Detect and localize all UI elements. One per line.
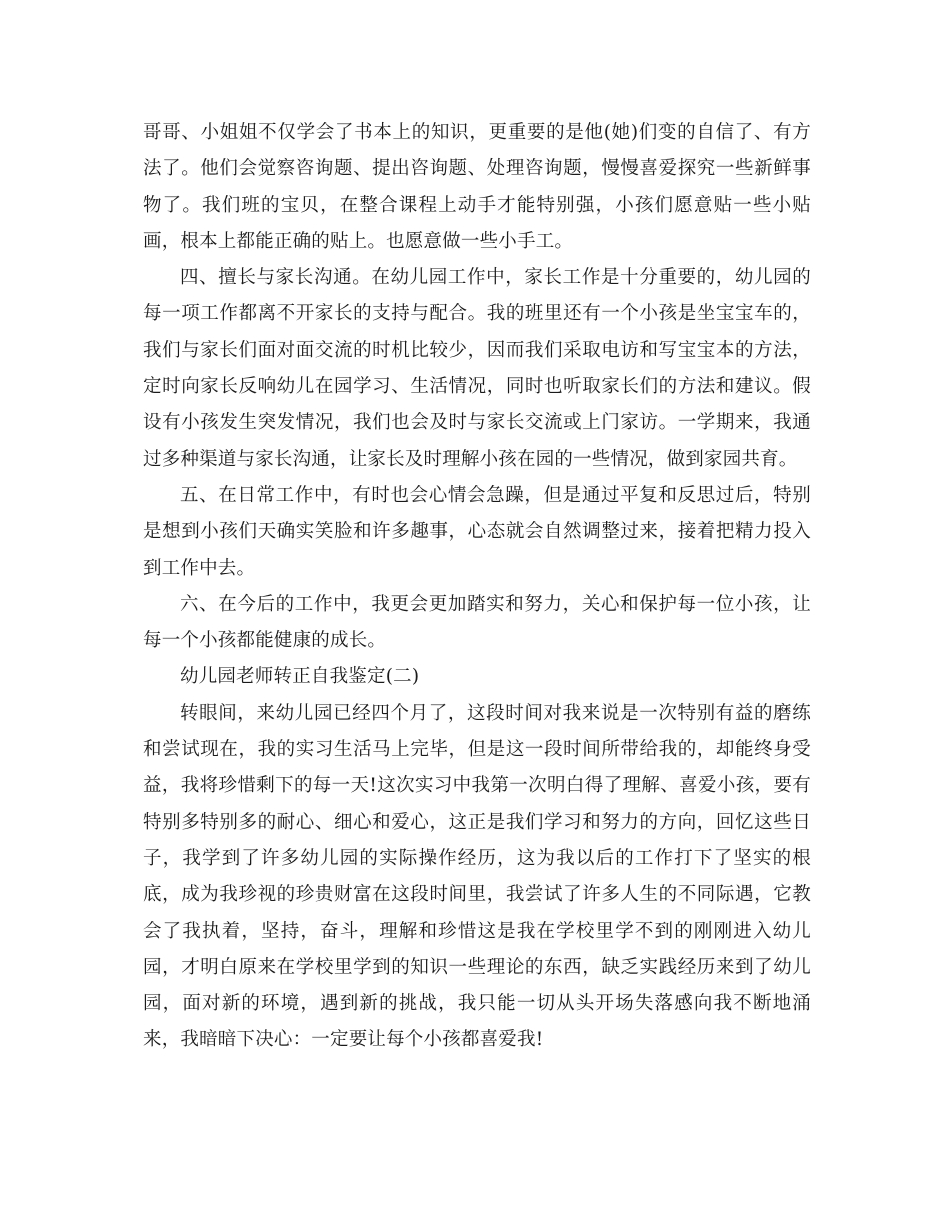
document-body: [143, 115, 811, 1059]
paragraph-continuation: 哥哥、小姐姐不仅学会了书本上的知识，更重要的是他(她)们变的自信了、有方法了。他们会觉察咨询题、提出咨询题、处理咨询题，慢慢喜爱探究一些新鲜事物了。我们班的宝贝，在整合课程上动手才能特别强，小孩们愿意贴一些小贴画，根本上都能正确的贴上。也愿意做一些小手工。: [143, 122, 811, 252]
paragraph-daily-work: 五、在日常工作中，有时也会心情会急躁，但是通过平复和反思过后，特别是想到小孩们天确实笑脸和许多趣事，心态就会自然调整过来，接着把精力投入到工作中去。: [143, 484, 811, 579]
paragraph-parent-communication: 四、擅长与家长沟通。在幼儿园工作中，家长工作是十分重要的，幼儿园的每一项工作都离不开家长的支持与配合。我的班里还有一个小孩是坐宝宝车的，我们与家长们面对面交流的时机比较少，因而我们采取电访和写宝宝本的方法，定时向家长反响幼儿在园学习、生活情况，同时也听取家长们的方法和建议。假设有小孩发生突发情况，我们也会及时与家长交流或上门家访。一学期来，我通过多种渠道与家长沟通，让家长及时理解小孩在园的一些情况，做到家园共育。: [143, 267, 811, 470]
section-heading: 幼儿园老师转正自我鉴定(二): [180, 666, 420, 688]
paragraph-internship-reflection: 转眼间，来幼儿园已经四个月了，这段时间对我来说是一次特别有益的磨练和尝试现在，我的实习生活马上完毕，但是这一段时间所带给我的，却能终身受益，我将珍惜剩下的每一天!这次实习中我第一次明白得了理解、喜爱小孩，要有特别多特别多的耐心、细心和爱心，这正是我们学习和努力的方向，回忆这些日子，我学到了许多幼儿园的实际操作经历，这为我以后的工作打下了坚实的根底，成为我珍视的珍贵财富在这段时间里，我尝试了许多人生的不同际遇，它教会了我执着，坚持，奋斗，理解和珍惜这是我在学校里学不到的刚刚进入幼儿园，才明白原来在学校里学到的知识一些理论的东西，缺乏实践经历来到了幼儿园，面对新的环境，遇到新的挑战，我只能一切从头开场失落感向我不断地涌来，我暗暗下决心：一定要让每个小孩都喜爱我!: [143, 702, 811, 1051]
paragraph-future-work: 六、在今后的工作中，我更会更加踏实和努力，关心和保护每一位小孩，让每一个小孩都能健康的成长。: [143, 593, 811, 652]
